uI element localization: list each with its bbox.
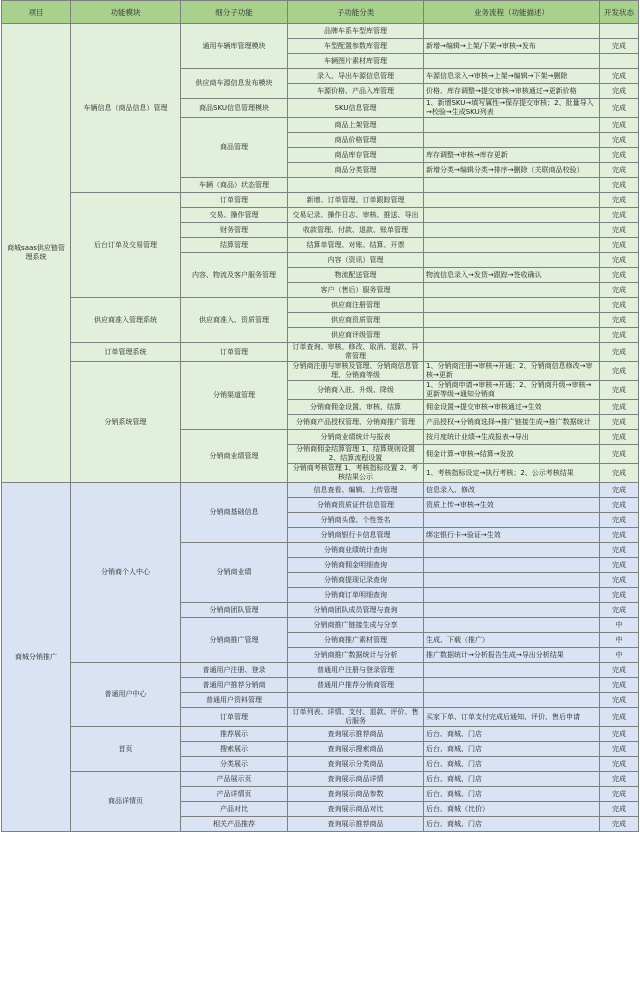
category-cell (288, 178, 424, 193)
description-cell (424, 193, 600, 208)
description-cell (424, 588, 600, 603)
description-cell (424, 543, 600, 558)
category-cell: 分销商提现记录查询 (288, 573, 424, 588)
subfunction-cell: 订单管理 (181, 193, 288, 208)
description-cell (424, 54, 600, 69)
subfunction-cell: 相关产品推荐 (181, 817, 288, 832)
description-cell (424, 298, 600, 313)
table-row (2, 343, 639, 362)
description-cell: 资质上传→审核→生效 (424, 498, 600, 513)
subfunction-cell: 供应商准入、资质管理 (181, 298, 288, 343)
category-cell: 分销商佣金结算管理 1、结算规则设置 2、结算流程设置 (288, 445, 424, 464)
status-cell: 完成 (600, 742, 639, 757)
project-cell: 商城分销推广 (2, 483, 71, 832)
table-row (2, 193, 639, 208)
description-cell: 佣金计算→审核→结算→发放 (424, 445, 600, 464)
category-cell: 品牌车系车型库管理 (288, 24, 424, 39)
status-cell: 完成 (600, 787, 639, 802)
status-cell: 完成 (600, 163, 639, 178)
status-cell: 完成 (600, 573, 639, 588)
project-cell: 商城saas供应链管理系统 (2, 24, 71, 483)
status-cell: 完成 (600, 69, 639, 84)
category-cell: 分销商订单明细查询 (288, 588, 424, 603)
status-cell: 完成 (600, 727, 639, 742)
category-cell: 查询展示推荐商品 (288, 727, 424, 742)
category-cell: 收款管理、付款、退款、账单管理 (288, 223, 424, 238)
category-cell: 车源价格、产品入库管理 (288, 84, 424, 99)
header-category: 子功能分类 (288, 1, 424, 24)
description-cell: 后台、商城、门店 (424, 727, 600, 742)
status-cell: 完成 (600, 483, 639, 498)
status-cell: 完成 (600, 39, 639, 54)
status-cell: 完成 (600, 208, 639, 223)
status-cell: 完成 (600, 445, 639, 464)
category-cell: 录入、导出车源信息管理 (288, 69, 424, 84)
status-cell: 完成 (600, 283, 639, 298)
status-cell: 完成 (600, 400, 639, 415)
description-cell: 绑定银行卡→验证→生效 (424, 528, 600, 543)
module-cell: 普通用户中心 (71, 663, 181, 727)
description-cell: 1、分销商申请→审核→开通；2、分销商升级→审核→更新等级→通知分销商 (424, 381, 600, 400)
subfunction-cell: 分销商基础信息 (181, 483, 288, 543)
table-row (2, 663, 639, 678)
category-cell: 分销商佣金明细查询 (288, 558, 424, 573)
category-cell: 分销商入驻、升级、降级 (288, 381, 424, 400)
module-cell: 商品详情页 (71, 772, 181, 832)
status-cell: 完成 (600, 133, 639, 148)
module-cell: 分销商个人中心 (71, 483, 181, 663)
description-cell (424, 663, 600, 678)
status-cell: 完成 (600, 118, 639, 133)
subfunction-cell: 推荐展示 (181, 727, 288, 742)
category-cell: 查询展示分类商品 (288, 757, 424, 772)
description-cell (424, 513, 600, 528)
category-cell: 内容（资讯）管理 (288, 253, 424, 268)
subfunction-cell: 产品详情页 (181, 787, 288, 802)
description-cell (424, 328, 600, 343)
status-cell: 完成 (600, 238, 639, 253)
subfunction-cell: 普通用户注册、登录 (181, 663, 288, 678)
subfunction-cell: 交易、操作管理 (181, 208, 288, 223)
category-cell: 普通用户推荐分销商管理 (288, 678, 424, 693)
description-cell (424, 208, 600, 223)
description-cell (424, 283, 600, 298)
status-cell: 完成 (600, 328, 639, 343)
status-cell: 完成 (600, 298, 639, 313)
feature-table (1, 0, 639, 832)
status-cell: 中 (600, 618, 639, 633)
description-cell: 后台、商城（比价） (424, 802, 600, 817)
category-cell: 分销商银行卡信息管理 (288, 528, 424, 543)
status-cell: 完成 (600, 464, 639, 483)
category-cell: 车型配置参数库管理 (288, 39, 424, 54)
description-cell (424, 178, 600, 193)
module-cell: 订单管理系统 (71, 343, 181, 362)
category-cell: 分销商头像、个性签名 (288, 513, 424, 528)
status-cell: 完成 (600, 381, 639, 400)
description-cell (424, 253, 600, 268)
table-header-row (2, 1, 639, 24)
description-cell (424, 618, 600, 633)
status-cell: 完成 (600, 772, 639, 787)
category-cell: 订单查询、审核、修改、取消、退款、异常管理 (288, 343, 424, 362)
category-cell: 分销商推广数据统计与分析 (288, 648, 424, 663)
status-cell: 完成 (600, 193, 639, 208)
status-cell: 完成 (600, 757, 639, 772)
description-cell: 生成、下载（推广） (424, 633, 600, 648)
status-cell: 完成 (600, 802, 639, 817)
description-cell (424, 693, 600, 708)
description-cell: 1、分销商注册→审核→开通；2、分销商信息修改→审核→更新 (424, 362, 600, 381)
category-cell: 分销商注册与审核及管理、分销商信息管理、分销商等级 (288, 362, 424, 381)
description-cell: 后台、商城、门店 (424, 742, 600, 757)
description-cell: 佣金设置→提交审核→审核通过→生效 (424, 400, 600, 415)
description-cell (424, 223, 600, 238)
subfunction-cell: 普通用户资料管理 (181, 693, 288, 708)
description-cell: 库存调整→审核→库存更新 (424, 148, 600, 163)
description-cell (424, 238, 600, 253)
description-cell: 1、新增SKU→填写属性→保存提交审核；2、批量导入→校验→生成SKU列表 (424, 99, 600, 118)
description-cell: 后台、商城、门店 (424, 787, 600, 802)
status-cell: 完成 (600, 343, 639, 362)
header-module: 功能模块 (71, 1, 181, 24)
status-cell: 完成 (600, 513, 639, 528)
status-cell: 完成 (600, 362, 639, 381)
subfunction-cell: 商品SKU信息管理模块 (181, 99, 288, 118)
description-cell (424, 573, 600, 588)
description-cell (424, 343, 600, 362)
description-cell (424, 558, 600, 573)
subfunction-cell: 商品管理 (181, 118, 288, 178)
module-cell: 车辆信息（商品信息）管理 (71, 24, 181, 193)
table-body (2, 24, 639, 832)
subfunction-cell: 普通用户推荐分销商 (181, 678, 288, 693)
category-cell: 订单列表、详情、支付、退款、评价、售后服务 (288, 708, 424, 727)
description-cell: 物流信息录入→发货→跟踪→签收确认 (424, 268, 600, 283)
category-cell: 分销商推广链接生成与分享 (288, 618, 424, 633)
category-cell: 查询展示推荐商品 (288, 817, 424, 832)
module-cell: 后台订单及交易管理 (71, 193, 181, 298)
description-cell: 买家下单、订单支付完成后通知、评价、售后申请 (424, 708, 600, 727)
category-cell: 车辆图片素材库管理 (288, 54, 424, 69)
status-cell: 完成 (600, 178, 639, 193)
status-cell: 完成 (600, 543, 639, 558)
subfunction-cell: 内容、物流及客户服务管理 (181, 253, 288, 298)
subfunction-cell: 供应商车源信息发布模块 (181, 69, 288, 99)
subfunction-cell: 分销渠道管理 (181, 362, 288, 430)
subfunction-cell: 结算管理 (181, 238, 288, 253)
status-cell: 完成 (600, 663, 639, 678)
status-cell: 完成 (600, 817, 639, 832)
subfunction-cell: 订单管理 (181, 343, 288, 362)
category-cell: 查询展示搜索商品 (288, 742, 424, 757)
status-cell: 中 (600, 648, 639, 663)
category-cell: 分销商佣金设置、审核、结算 (288, 400, 424, 415)
status-cell: 完成 (600, 708, 639, 727)
table-row (2, 24, 639, 39)
category-cell: 查询展示商品详情 (288, 772, 424, 787)
category-cell: 分销商推广素材管理 (288, 633, 424, 648)
status-cell: 完成 (600, 498, 639, 513)
description-cell: 新增分类→编辑分类→排序→删除（关联商品校验） (424, 163, 600, 178)
subfunction-cell: 产品展示页 (181, 772, 288, 787)
category-cell: 客户（售后）服务管理 (288, 283, 424, 298)
subfunction-cell: 分销商业绩管理 (181, 430, 288, 483)
description-cell (424, 24, 600, 39)
status-cell: 完成 (600, 415, 639, 430)
category-cell: 新增、订单管理、订单跟踪管理 (288, 193, 424, 208)
header-subfunction: 细分子功能 (181, 1, 288, 24)
subfunction-cell: 分类展示 (181, 757, 288, 772)
header-status: 开发状态 (600, 1, 639, 24)
description-cell (424, 118, 600, 133)
category-cell: 分销商资质证件信息管理 (288, 498, 424, 513)
description-cell (424, 313, 600, 328)
module-cell: 供应商准入管理系统 (71, 298, 181, 343)
status-cell: 完成 (600, 253, 639, 268)
description-cell (424, 603, 600, 618)
header-project: 项目 (2, 1, 71, 24)
subfunction-cell: 车辆（商品）状态管理 (181, 178, 288, 193)
description-cell: 后台、商城、门店 (424, 817, 600, 832)
status-cell: 完成 (600, 99, 639, 118)
status-cell: 完成 (600, 603, 639, 618)
description-cell: 推广数据统计→分析报告生成→导出分析结果 (424, 648, 600, 663)
category-cell: 商品库存管理 (288, 148, 424, 163)
subfunction-cell: 分销商业绩 (181, 543, 288, 603)
description-cell: 价格、库存调整→提交审核→审核通过→更新价格 (424, 84, 600, 99)
description-cell: 1、考核指标设定→执行考核；2、公示考核结果 (424, 464, 600, 483)
table-row (2, 362, 639, 381)
status-cell: 完成 (600, 693, 639, 708)
subfunction-cell: 搜索展示 (181, 742, 288, 757)
category-cell: 供应商资质管理 (288, 313, 424, 328)
module-cell: 分销系统管理 (71, 362, 181, 483)
category-cell: 分销商业绩统计与报表 (288, 430, 424, 445)
description-cell: 后台、商城、门店 (424, 772, 600, 787)
status-cell: 完成 (600, 558, 639, 573)
description-cell: 信息录入、修改 (424, 483, 600, 498)
subfunction-cell: 产品对比 (181, 802, 288, 817)
category-cell: 商品上架管理 (288, 118, 424, 133)
status-cell: 完成 (600, 528, 639, 543)
category-cell: SKU信息管理 (288, 99, 424, 118)
category-cell: 分销商团队成员管理与查询 (288, 603, 424, 618)
category-cell: 供应商评级管理 (288, 328, 424, 343)
category-cell: 结算单管理、对账、结算、开票 (288, 238, 424, 253)
description-cell (424, 133, 600, 148)
status-cell: 完成 (600, 313, 639, 328)
status-cell (600, 54, 639, 69)
status-cell: 中 (600, 633, 639, 648)
status-cell: 完成 (600, 430, 639, 445)
category-cell: 普通用户注册与登录管理 (288, 663, 424, 678)
header-description: 业务流程（功能描述） (424, 1, 600, 24)
subfunction-cell: 财务管理 (181, 223, 288, 238)
category-cell: 分销商考核管理 1、考核指标设置 2、考核结果公示 (288, 464, 424, 483)
description-cell: 按月度统计业绩→生成报表→导出 (424, 430, 600, 445)
category-cell: 分销商产品授权管理、分销商推广管理 (288, 415, 424, 430)
module-cell: 首页 (71, 727, 181, 772)
status-cell: 完成 (600, 678, 639, 693)
description-cell: 后台、商城、门店 (424, 757, 600, 772)
category-cell: 商品分类管理 (288, 163, 424, 178)
category-cell: 查询展示商品对比 (288, 802, 424, 817)
category-cell: 交易记录、操作日志、审核、推送、导出 (288, 208, 424, 223)
table-row (2, 772, 639, 787)
category-cell: 物流配送管理 (288, 268, 424, 283)
description-cell (424, 678, 600, 693)
table-row (2, 727, 639, 742)
subfunction-cell: 分销商团队管理 (181, 603, 288, 618)
category-cell: 查询展示商品参数 (288, 787, 424, 802)
status-cell: 完成 (600, 268, 639, 283)
description-cell: 车源信息录入→审核→上架→编辑→下架→删除 (424, 69, 600, 84)
status-cell: 完成 (600, 148, 639, 163)
category-cell: 信息查看、编辑、上传管理 (288, 483, 424, 498)
status-cell: 完成 (600, 223, 639, 238)
description-cell: 产品授权→分销商选择→推广链接生成→推广数据统计 (424, 415, 600, 430)
category-cell: 供应商注册管理 (288, 298, 424, 313)
subfunction-cell: 通用车辆库管理模块 (181, 24, 288, 69)
table-row (2, 298, 639, 313)
description-cell: 新增→编辑→上架/下架→审核→发布 (424, 39, 600, 54)
subfunction-cell: 订单管理 (181, 708, 288, 727)
status-cell: 完成 (600, 588, 639, 603)
category-cell: 商品价格管理 (288, 133, 424, 148)
subfunction-cell: 分销商推广管理 (181, 618, 288, 663)
category-cell (288, 693, 424, 708)
table-row (2, 483, 639, 498)
status-cell (600, 24, 639, 39)
status-cell: 完成 (600, 84, 639, 99)
category-cell: 分销商业绩统计查询 (288, 543, 424, 558)
